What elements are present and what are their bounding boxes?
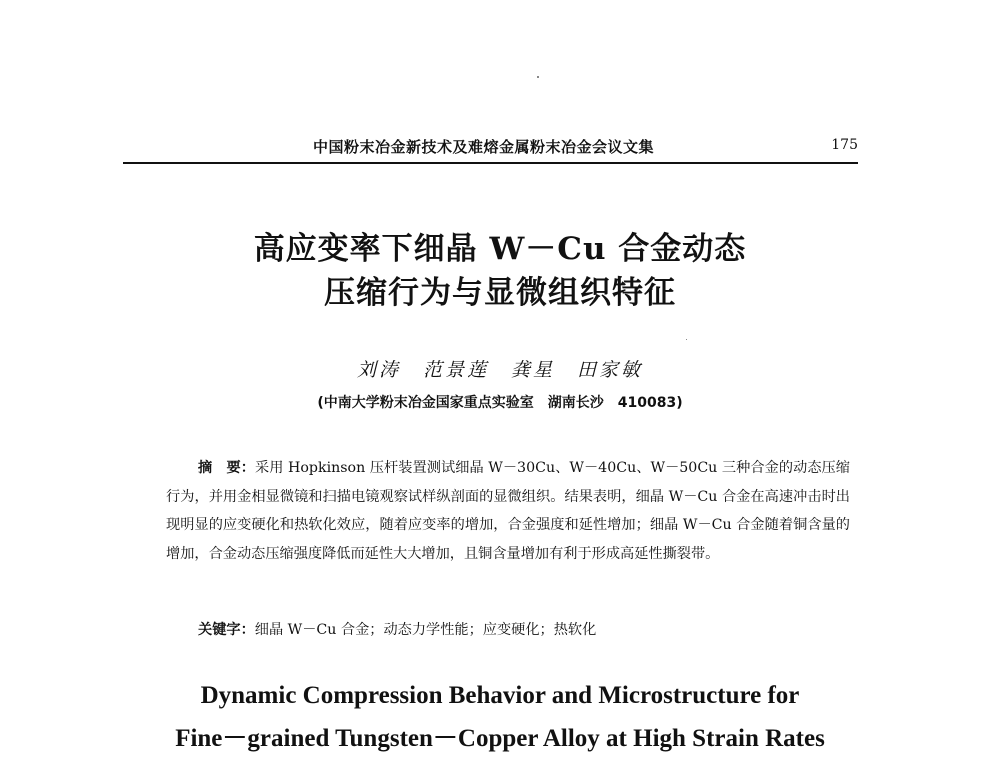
paper-title-line-1: 高应变率下细晶 W－Cu 合金动态	[253, 231, 747, 267]
author-list: 刘涛 范景莲 龚星 田家敏	[356, 359, 643, 381]
abstract-text: 采用 Hopkinson 压杆装置测试细晶 W－30Cu、W－40Cu、W－50Cu 三种合金的动态压缩行为，并用金相显微镜和扫描电镜观察试样纵剖面的显微组织。结果表明，细晶 W－Cu 合金在高速冲击时出现明显的应变硬化和热软化效应，随着应变率的增加，合金强度和延性增加；细晶 W－Cu 合金随着铜含量的增加，合金动态压缩强度降低而延性大大增加，且铜含量增加有利于形成高延性撕裂带。	[166, 460, 850, 562]
page-number: 175	[831, 137, 858, 153]
proceedings-title: 中国粉末冶金新技术及难熔金属粉末冶金会议文集	[313, 138, 655, 156]
english-title-line-2: Fine－grained Tungsten－Copper Alloy at High Strain Rates	[175, 725, 825, 752]
abstract	[166, 454, 850, 568]
paper-title-line-2: 压缩行为与显微组织特征	[324, 275, 676, 311]
keywords-label: 关键字：	[198, 622, 255, 638]
scan-speck	[537, 76, 539, 78]
abstract-label: 摘 要：	[198, 460, 255, 476]
english-title-line-1: Dynamic Compression Behavior and Microstructure for	[200, 682, 800, 709]
keywords	[198, 619, 848, 639]
keywords-text: 细晶 W－Cu 合金；动态力学性能；应变硬化；热软化	[254, 622, 597, 638]
scan-speck	[686, 339, 687, 340]
author-affiliation: (中南大学粉末冶金国家重点实验室 湖南长沙 410083)	[317, 395, 683, 411]
running-header	[123, 128, 858, 164]
